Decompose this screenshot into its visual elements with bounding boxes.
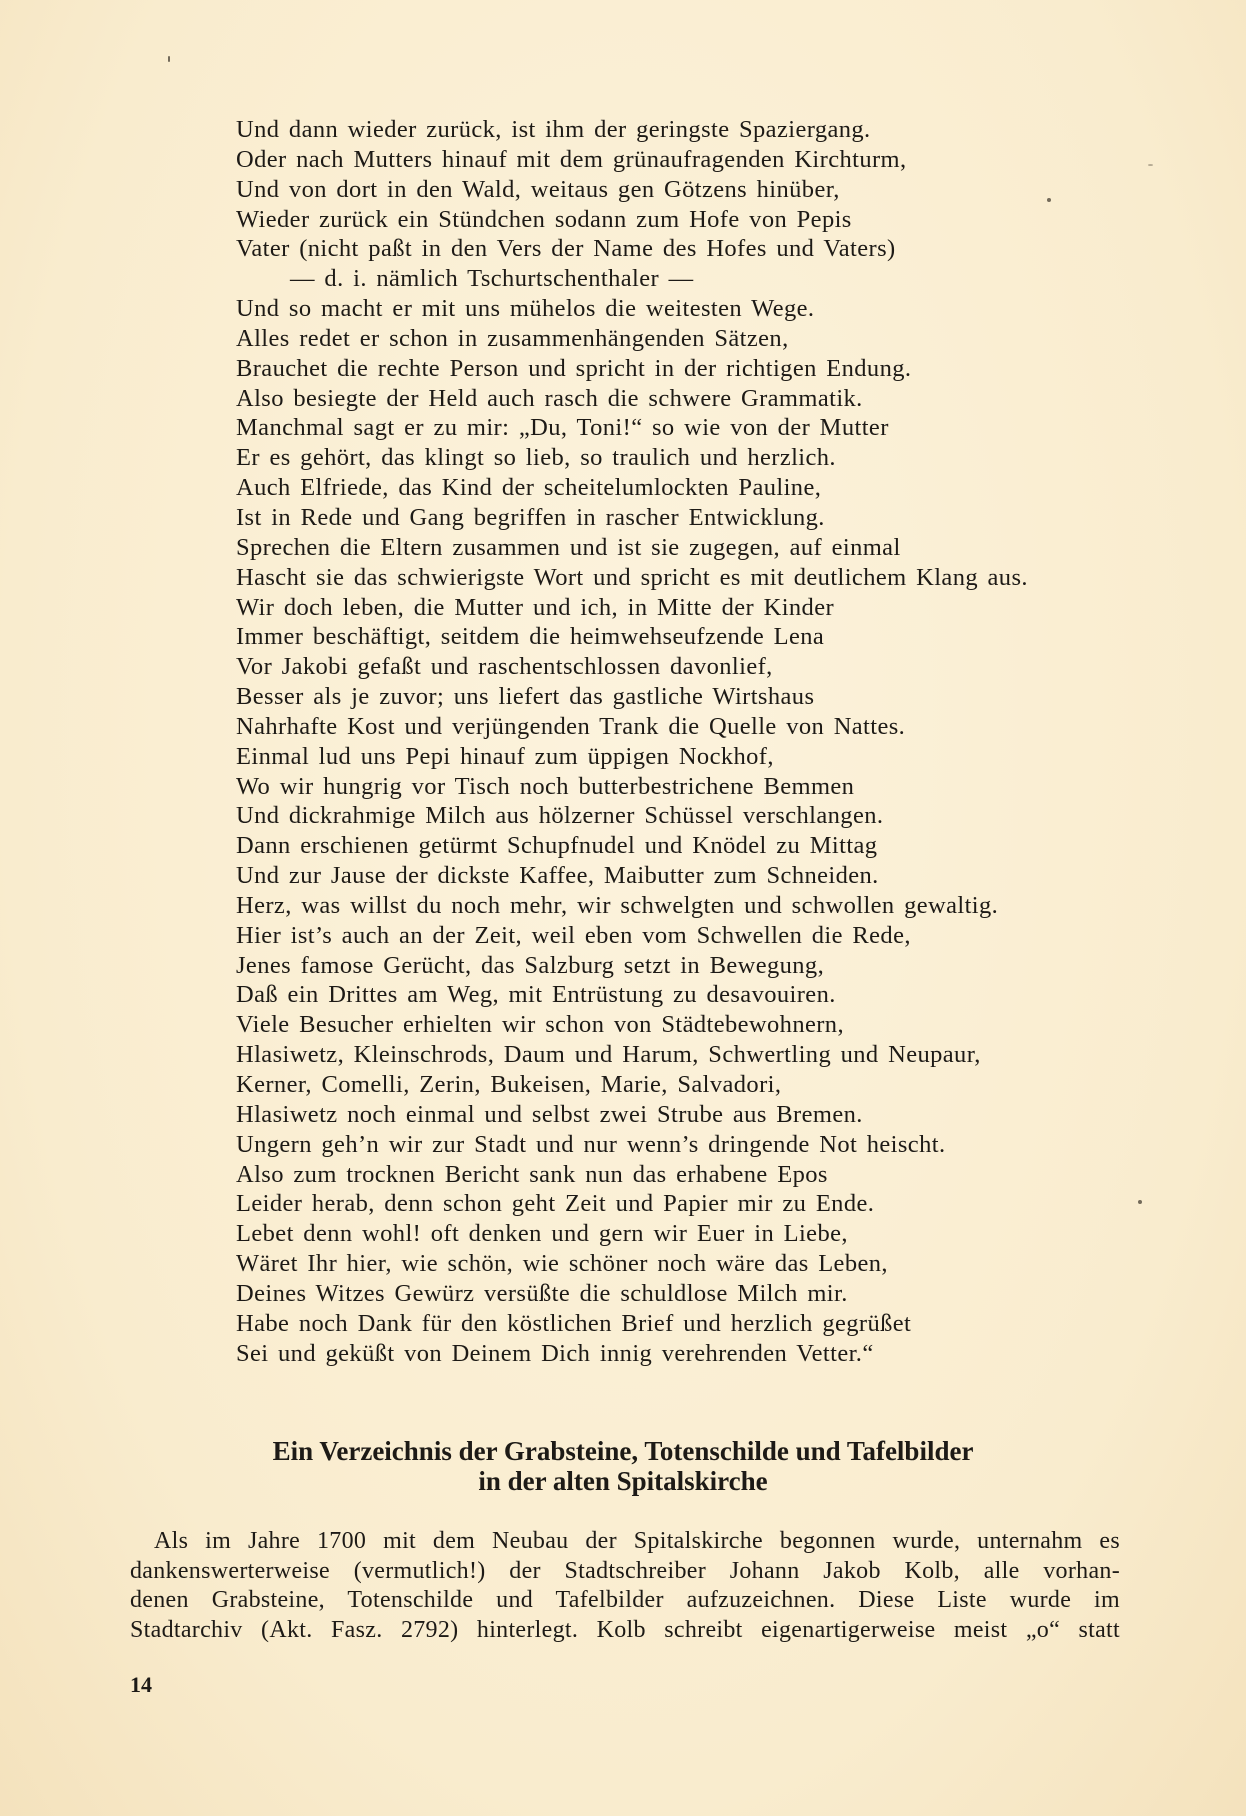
- poem-line: Wir doch leben, die Mutter und ich, in Mitte der Kinder: [236, 593, 835, 621]
- poem-line: Hascht sie das schwierigste Wort und spricht es mit deutlichem Klang aus.: [236, 563, 1028, 591]
- poem-line: Und dickrahmige Milch aus hölzerner Schüssel verschlangen.: [236, 802, 884, 830]
- poem-line: Vater (nicht paßt in den Vers der Name des Hofes und Vaters): [236, 235, 896, 263]
- poem-line: — d. i. nämlich Tschurtschenthaler —: [290, 265, 694, 293]
- prose-line: Stadtarchiv (Akt. Fasz. 2792) hinterlegt. Kolb schreibt eigenartigerweise meist „o“ statt: [130, 1616, 1120, 1643]
- poem-line: Wieder zurück ein Stündchen sodann zum Hofe von Pepis: [236, 205, 852, 233]
- paper-speck: [1148, 164, 1153, 166]
- poem-line: Wäret Ihr hier, wie schön, wie schöner noch wäre das Leben,: [236, 1250, 888, 1278]
- poem-line: Jenes famose Gerücht, das Salzburg setzt in Bewegung,: [236, 951, 825, 979]
- poem-line: Herz, was willst du noch mehr, wir schwelgten und schwollen gewaltig.: [236, 891, 999, 919]
- poem-line: Ist in Rede und Gang begriffen in rascher Entwicklung.: [236, 503, 825, 531]
- poem-line: Oder nach Mutters hinauf mit dem grünaufragenden Kirchturm,: [236, 145, 907, 173]
- prose-paragraph: [130, 1527, 1120, 1645]
- paper-speck: [1138, 1200, 1142, 1204]
- poem-line: Also besiegte der Held auch rasch die schwere Grammatik.: [236, 384, 863, 412]
- poem-line: Und so macht er mit uns mühelos die weitesten Wege.: [236, 295, 815, 323]
- poem-line: Nahrhafte Kost und verjüngenden Trank die Quelle von Nattes.: [236, 712, 906, 740]
- poem-line: Kerner, Comelli, Zerin, Bukeisen, Marie, Salvadori,: [236, 1071, 782, 1098]
- poem-line: Und dann wieder zurück, ist ihm der geringste Spaziergang.: [236, 116, 871, 143]
- poem-line: Hlasiwetz noch einmal und selbst zwei Strube aus Bremen.: [236, 1100, 863, 1128]
- poem-line: Brauchet die rechte Person und spricht in der richtigen Endung.: [236, 354, 912, 382]
- poem-line: Dann erschienen getürmt Schupfnudel und Knödel zu Mittag: [236, 832, 878, 860]
- poem-text: [236, 115, 1136, 1368]
- section-heading: [0, 1436, 1246, 1496]
- poem-line: Auch Elfriede, das Kind der scheitelumlockten Pauline,: [236, 474, 822, 502]
- poem-line: Immer beschäftigt, seitdem die heimwehseufzende Lena: [236, 623, 825, 651]
- poem-line: Vor Jakobi gefaßt und raschentschlossen davonlief,: [236, 653, 773, 681]
- poem-line: Hlasiwetz, Kleinschrods, Daum und Harum, Schwertling und Neupaur,: [236, 1041, 981, 1069]
- section-heading-line: in der alten Spitalskirche: [478, 1466, 768, 1496]
- poem-line: Er es gehört, das klingt so lieb, so traulich und herzlich.: [236, 444, 836, 472]
- prose-line: Als im Jahre 1700 mit dem Neubau der Spitalskirche begonnen wurde, unternahm es: [154, 1528, 1120, 1554]
- section-heading-line: Ein Verzeichnis der Grabsteine, Totenschilde und Tafelbilder: [272, 1436, 974, 1466]
- poem-line: Sprechen die Eltern zusammen und ist sie zugegen, auf einmal: [236, 533, 901, 561]
- poem-line: Hier ist’s auch an der Zeit, weil eben vom Schwellen die Rede,: [236, 921, 911, 949]
- poem-line: Viele Besucher erhielten wir schon von Städtebewohnern,: [236, 1011, 844, 1039]
- paper-speck: [168, 56, 170, 62]
- poem-line: Also zum trocknen Bericht sank nun das erhabene Epos: [236, 1160, 828, 1188]
- paper-speck: [1047, 198, 1051, 202]
- poem-line: Einmal lud uns Pepi hinauf zum üppigen Nockhof,: [236, 742, 774, 770]
- poem-line: Besser als je zuvor; uns liefert das gastliche Wirtshaus: [236, 683, 815, 711]
- poem-line: Und von dort in den Wald, weitaus gen Götzens hinüber,: [236, 175, 840, 203]
- prose-line: denen Grabsteine, Totenschilde und Tafelbilder aufzuzeichnen. Diese Liste wurde im: [130, 1587, 1120, 1613]
- poem-line: Deines Witzes Gewürz versüßte die schuldlose Milch mir.: [236, 1279, 848, 1307]
- poem-line: Und zur Jause der dickste Kaffee, Maibutter zum Schneiden.: [236, 862, 879, 890]
- poem-line: Ungern geh’n wir zur Stadt und nur wenn’s dringende Not heischt.: [236, 1130, 946, 1158]
- poem-line: Habe noch Dank für den köstlichen Brief und herzlich gegrüßet: [236, 1309, 912, 1337]
- poem-line: Sei und geküßt von Deinem Dich innig verehrenden Vetter.“: [236, 1339, 874, 1367]
- page-number: 14: [130, 1672, 152, 1697]
- poem-line: Alles redet er schon in zusammenhängenden Sätzen,: [236, 324, 789, 352]
- poem-line: Manchmal sagt er zu mir: „Du, Toni!“ so wie von der Mutter: [236, 414, 889, 442]
- poem-line: Lebet denn wohl! oft denken und gern wir Euer in Liebe,: [236, 1220, 848, 1248]
- poem-line: Leider herab, denn schon geht Zeit und Papier mir zu Ende.: [236, 1190, 875, 1218]
- poem-line: Wo wir hungrig vor Tisch noch butterbestrichene Bemmen: [236, 772, 855, 800]
- prose-line: dankenswerterweise (vermutlich!) der Stadtschreiber Johann Jakob Kolb, alle vorhan-: [130, 1557, 1120, 1584]
- poem-line: Daß ein Drittes am Weg, mit Entrüstung zu desavouiren.: [236, 981, 836, 1009]
